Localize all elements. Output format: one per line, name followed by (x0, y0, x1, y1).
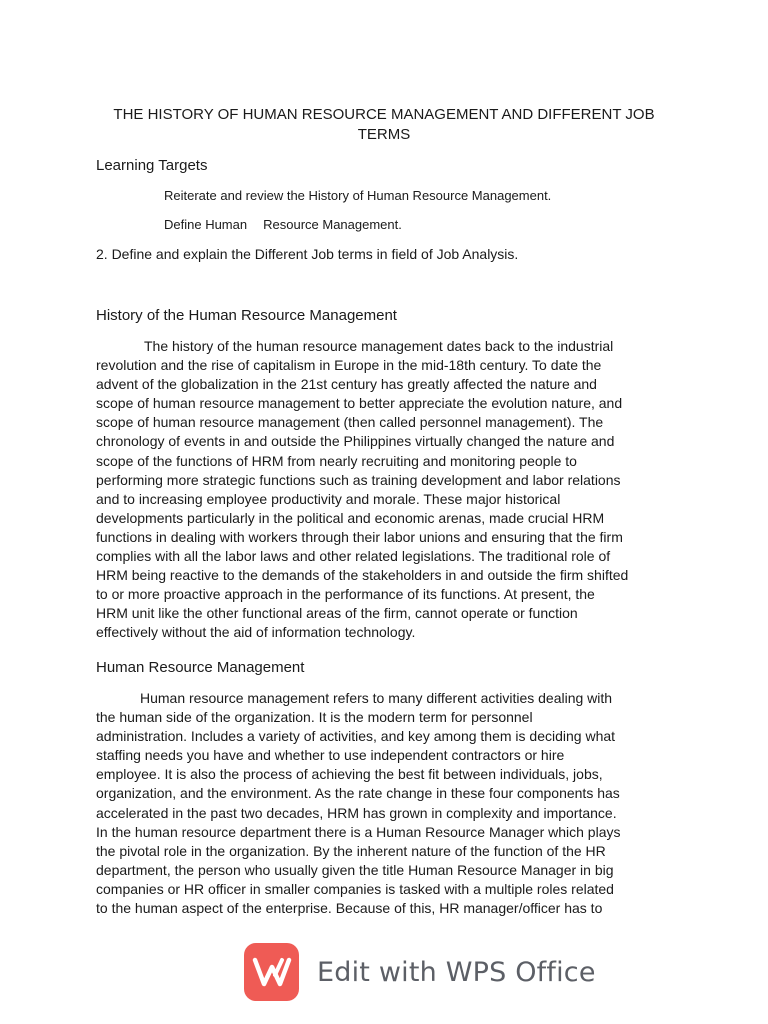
history-heading: History of the Human Resource Management (96, 307, 397, 324)
hrm-heading: Human Resource Management (96, 659, 305, 676)
history-line: HRM being reactive to the demands of the stakeholders in and outside the firm shifted (96, 567, 629, 584)
history-line: HRM unit like the other functional areas of the firm, cannot operate or function (96, 605, 578, 622)
learning-targets-heading: Learning Targets (96, 157, 208, 174)
hrm-line: administration. Includes a variety of activities, and key among them is deciding what (96, 728, 616, 745)
wps-label: Edit with WPS Office (317, 956, 596, 988)
history-line: revolution and the rise of capitalism in Europe in the mid-18th century. To date the (96, 357, 602, 374)
history-line: performing more strategic functions such as training development and labor relations (96, 471, 621, 488)
hrm-line: department, the person who usually given the title Human Resource Manager in big (96, 861, 614, 878)
learning-target-item-2-part-a: Define Human (164, 217, 248, 232)
history-line: and to increasing employee productivity and morale. These major historical (96, 490, 561, 507)
hrm-line: accelerated in the past two decades, HRM has grown in complexity and importance. (96, 804, 617, 821)
document-title-line-1: THE HISTORY OF HUMAN RESOURCE MANAGEMENT AND DIFFERENT JOB (113, 106, 655, 123)
hrm-line: companies or HR officer in smaller companies is tasked with a multiple roles related (96, 880, 614, 897)
history-line: scope of the functions of HRM from nearly recruiting and monitoring people to (96, 452, 577, 469)
learning-target-item-2-part-b: Resource Management. (263, 217, 402, 232)
history-line: effectively without the aid of information technology. (96, 624, 416, 641)
wps-w-glyph (252, 955, 292, 989)
edit-with-wps-button[interactable] (244, 942, 596, 1002)
learning-target-item-3: 2. Define and explain the Different Job terms in field of Job Analysis. (96, 246, 519, 262)
document-title-line-2: TERMS (357, 126, 411, 143)
hrm-line: staffing needs you have and whether to use independent contractors or hire (96, 747, 565, 764)
hrm-line: employee. It is also the process of achieving the best fit between individuals, jobs, (96, 766, 603, 783)
document-title (96, 105, 672, 145)
history-line: developments particularly in the political and economic arenas, made crucial HRM (96, 509, 605, 526)
history-line: advent of the globalization in the 21st century has greatly affected the nature and (96, 376, 597, 393)
history-line: The history of the human resource management dates back to the industrial (144, 338, 614, 354)
hrm-line: the human side of the organization. It is the modern term for personnel (96, 709, 533, 726)
wps-logo-icon (244, 943, 299, 1001)
learning-target-item-2 (164, 216, 402, 233)
history-line: complies with all the labor laws and other related legislations. The traditional role of (96, 548, 611, 565)
history-line: functions in dealing with workers through their labor unions and ensuring that the firm (96, 528, 623, 545)
history-line: chronology of events in and outside the Philippines virtually changed the nature and (96, 433, 615, 450)
hrm-line: Human resource management refers to many different activities dealing with (140, 690, 613, 706)
hrm-line: In the human resource department there is a Human Resource Manager which plays (96, 823, 621, 840)
hrm-line: to the human aspect of the enterprise. Because of this, HR manager/officer has to (96, 900, 603, 917)
history-line: scope of human resource management to better appreciate the evolution nature, and (96, 395, 623, 412)
learning-target-item-1: Reiterate and review the History of Human Resource Management. (164, 188, 552, 203)
history-paragraph (96, 337, 676, 643)
hrm-line: the pivotal role in the organization. By the inherent nature of the function of the HR (96, 842, 606, 859)
history-line: scope of human resource management (then called personnel management). The (96, 414, 604, 431)
history-line: to or more proactive approach in the performance of its functions. At present, the (96, 586, 595, 603)
hrm-paragraph (96, 689, 676, 918)
hrm-line: organization, and the environment. As the rate change in these four components has (96, 785, 620, 802)
